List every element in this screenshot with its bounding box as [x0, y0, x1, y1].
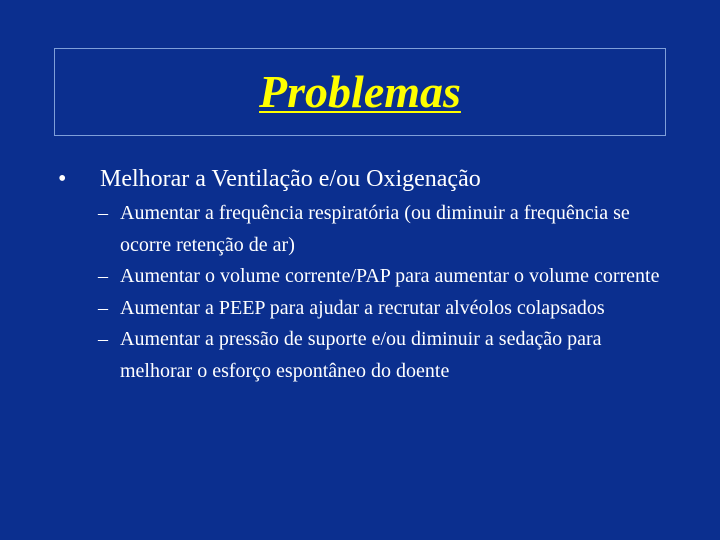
sub-bullet-item: [98, 293, 674, 325]
sub-bullet-item: [98, 261, 674, 293]
sub-bullet-item: [98, 324, 674, 387]
bullet-marker: •: [58, 166, 67, 192]
slide-content: [54, 160, 674, 387]
sub-bullet-text: Aumentar a frequência respiratória (ou diminuir a frequência se ocorre retenção de ar): [120, 202, 630, 256]
sub-bullet-text: Aumentar a PEEP para ajudar a recrutar alvéolos colapsados: [120, 296, 605, 319]
sub-bullet-text: Aumentar o volume corrente/PAP para aumentar o volume corrente: [120, 265, 660, 287]
main-bullet-text: Melhorar a Ventilação e/ou Oxigenação: [100, 166, 481, 192]
title-box: [54, 48, 666, 136]
dash-marker: –: [98, 202, 108, 224]
dash-marker: –: [98, 265, 108, 287]
main-bullet: [54, 160, 674, 198]
dash-marker: –: [98, 296, 108, 319]
sub-bullet-list: [98, 198, 674, 387]
dash-marker: –: [98, 328, 108, 350]
slide-title: Problemas: [259, 66, 461, 117]
sub-bullet-text: Aumentar a pressão de suporte e/ou diminuir a sedação para melhorar o esforço espontâneo do doente: [120, 328, 602, 382]
sub-bullet-item: [98, 198, 674, 261]
